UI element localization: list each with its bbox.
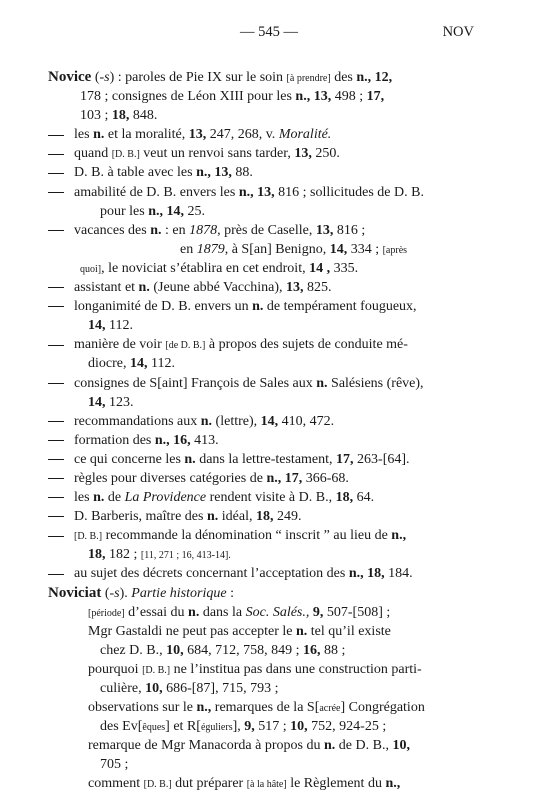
line-text: 848. bbox=[129, 108, 158, 124]
line-text: pour les bbox=[100, 203, 149, 219]
index-line bbox=[48, 603, 500, 622]
line-text: des bbox=[330, 70, 357, 85]
line-text: diocre, bbox=[88, 356, 130, 372]
line-text: [à la hâte] bbox=[246, 779, 287, 791]
line-text: tel qu’il existe bbox=[307, 623, 391, 639]
index-line bbox=[48, 584, 500, 603]
line-text: n., bbox=[266, 470, 282, 486]
line-text: 1878 bbox=[189, 222, 218, 238]
line-text: Moralité. bbox=[278, 127, 332, 143]
em-dash-marker bbox=[48, 564, 68, 583]
line-text: 184. bbox=[384, 566, 413, 582]
em-dash-marker bbox=[48, 221, 68, 240]
line-text: n. bbox=[184, 451, 196, 467]
line-text: culière, bbox=[100, 681, 146, 696]
em-dash-marker bbox=[48, 125, 68, 144]
line-text: 263-[64]. bbox=[353, 451, 410, 467]
index-line bbox=[48, 412, 500, 431]
em-dash-marker bbox=[48, 450, 68, 469]
line-text: n., bbox=[238, 184, 254, 200]
line-text: 686-[87], 715, 793 ; bbox=[162, 681, 279, 696]
line-text: de bbox=[104, 490, 125, 506]
line-text: remarques de la S[ bbox=[211, 700, 320, 716]
line-text: n. bbox=[206, 509, 219, 525]
line-text: 13, bbox=[286, 280, 304, 296]
line-text: observations sur le bbox=[88, 700, 197, 716]
line-text: n. bbox=[323, 738, 336, 754]
line-text: 14, bbox=[166, 203, 185, 219]
em-dash-marker bbox=[48, 278, 68, 297]
line-text: 816 ; sollicitudes de D. B. bbox=[274, 184, 424, 200]
line-text: ] et R[ bbox=[165, 719, 201, 735]
line-text: au sujet des décrets concernant l’acceptation des bbox=[74, 566, 349, 582]
line-text: 88. bbox=[231, 165, 253, 181]
line-text: de tempérament fougueux, bbox=[263, 299, 417, 315]
line-text: n. bbox=[295, 623, 308, 639]
line-text: Mgr Gastaldi ne peut pas accepter le bbox=[88, 623, 296, 639]
line-text: [à prendre] bbox=[286, 73, 331, 84]
line-text: La Providence bbox=[124, 490, 207, 506]
line-text: D. B. à table avec les bbox=[74, 165, 197, 181]
line-text: 816 ; bbox=[333, 222, 366, 238]
line-text: ne l’institua pas dans une construction parti- bbox=[170, 661, 422, 677]
em-dash-marker bbox=[48, 431, 68, 450]
line-text: n., bbox=[196, 165, 211, 181]
index-line bbox=[48, 564, 500, 583]
line-text: 10, bbox=[166, 642, 184, 658]
line-text: des Ev[ bbox=[100, 719, 143, 735]
index-line bbox=[48, 393, 500, 412]
line-text: ], bbox=[232, 719, 245, 735]
line-text: 825. bbox=[303, 280, 332, 296]
index-line bbox=[48, 221, 500, 240]
line-text: 10, bbox=[145, 681, 163, 696]
line-text: n., bbox=[295, 89, 311, 105]
line-text: 112. bbox=[147, 356, 175, 372]
line-text: Soc. Salés., bbox=[245, 604, 310, 620]
index-line bbox=[48, 259, 500, 278]
line-text: le Règlement du bbox=[286, 776, 386, 792]
index-line bbox=[48, 450, 500, 469]
line-text: ( bbox=[101, 585, 110, 601]
index-line bbox=[48, 755, 500, 774]
line-text: les bbox=[74, 490, 94, 506]
line-text: : en bbox=[161, 222, 190, 238]
line-text: [D. B.] bbox=[111, 149, 140, 161]
index-line bbox=[48, 87, 500, 106]
line-text: n., bbox=[391, 528, 407, 544]
line-text: longanimité de D. B. envers un bbox=[74, 299, 253, 315]
line-text: d’essai du bbox=[124, 604, 189, 620]
line-text: éguliers bbox=[200, 722, 233, 734]
index-line bbox=[48, 68, 500, 87]
line-text: 1879 bbox=[196, 241, 225, 257]
line-text: n., bbox=[356, 70, 372, 85]
line-text: en bbox=[180, 241, 197, 257]
line-text: n., bbox=[148, 203, 164, 219]
line-text: 13, bbox=[315, 222, 334, 238]
line-text: assistant et bbox=[74, 280, 139, 296]
line-text: remarque de Mgr Manacorda à propos du bbox=[88, 738, 324, 754]
index-line bbox=[48, 698, 500, 717]
line-text: de D. B., bbox=[335, 738, 393, 754]
line-text: 334 ; bbox=[347, 241, 383, 257]
line-text: [après bbox=[382, 244, 408, 256]
line-text: -s bbox=[109, 585, 120, 601]
index-line bbox=[48, 488, 500, 507]
line-text: pourquoi bbox=[88, 661, 143, 677]
line-text: 13, bbox=[313, 89, 332, 105]
line-text: ). bbox=[119, 585, 132, 601]
em-dash-marker bbox=[48, 297, 68, 316]
line-text: chez D. B., bbox=[100, 642, 167, 658]
line-text: veut un renvoi sans tarder, bbox=[139, 146, 295, 162]
line-text: règles pour diverses catégories de bbox=[74, 470, 267, 486]
line-text: dans la lettre-testament, bbox=[195, 451, 337, 467]
line-text: ) : paroles de Pie IX sur le soin bbox=[109, 70, 287, 85]
line-text: Partie historique bbox=[131, 585, 227, 601]
line-text: 498 ; bbox=[331, 89, 367, 105]
index-line bbox=[48, 354, 500, 373]
line-text: 178 ; consignes de Léon XIII pour les bbox=[80, 89, 296, 105]
line-text: [11, 271 ; 16, 413-14]. bbox=[140, 550, 231, 562]
line-text: 123. bbox=[105, 394, 134, 410]
line-text: 13, bbox=[188, 127, 207, 143]
line-text: 14, bbox=[88, 318, 106, 334]
line-text: 366-68. bbox=[302, 470, 349, 486]
em-dash-marker bbox=[48, 412, 68, 431]
line-text: : bbox=[226, 585, 234, 601]
index-line bbox=[48, 106, 500, 125]
line-text: n. bbox=[188, 604, 200, 620]
index-line bbox=[48, 335, 500, 354]
index-line bbox=[48, 717, 500, 736]
line-text: 18, bbox=[88, 547, 106, 563]
line-text: formation des bbox=[74, 432, 155, 448]
line-text: 17, bbox=[336, 451, 354, 467]
line-text: 249. bbox=[273, 509, 302, 525]
line-text: dut préparer bbox=[171, 776, 247, 792]
line-text: recommandations aux bbox=[74, 413, 201, 429]
line-text: , à S[an] Benigno, bbox=[224, 241, 330, 257]
line-text: Salésiens (rêve), bbox=[327, 375, 424, 391]
index-line bbox=[48, 526, 500, 545]
line-text: les bbox=[74, 127, 94, 143]
line-text: 684, 712, 758, 849 ; bbox=[183, 642, 303, 658]
line-text: et la moralité, bbox=[104, 127, 189, 143]
line-text: ce qui concerne les bbox=[74, 451, 185, 467]
line-text: 13, bbox=[214, 165, 232, 181]
line-text: 10, bbox=[290, 719, 308, 735]
em-dash-marker bbox=[48, 526, 68, 545]
line-text: 16, bbox=[302, 642, 321, 658]
line-text: [de D. B.] bbox=[165, 340, 206, 352]
em-dash-marker bbox=[48, 144, 68, 163]
line-text: 14, bbox=[329, 241, 348, 257]
index-line bbox=[48, 431, 500, 450]
index-line bbox=[48, 297, 500, 316]
line-text: comment bbox=[88, 776, 144, 792]
line-text: [D. B.] bbox=[142, 664, 171, 676]
em-dash-marker bbox=[48, 488, 68, 507]
line-text: rendent visite à D. B., bbox=[206, 490, 336, 506]
line-text: 13, bbox=[257, 184, 275, 200]
line-text: consignes de S[aint] François de Sales aux bbox=[74, 375, 317, 391]
index-line bbox=[48, 622, 500, 641]
line-text: 18, bbox=[367, 566, 385, 582]
line-text: 16, bbox=[173, 432, 191, 448]
line-text: 250. bbox=[311, 146, 340, 162]
line-text: 25. bbox=[184, 203, 206, 219]
line-text: 103 ; bbox=[80, 108, 112, 124]
line-text: n., bbox=[154, 432, 170, 448]
line-text: 13, bbox=[294, 146, 312, 162]
index-line bbox=[48, 545, 500, 564]
line-text: ( bbox=[91, 70, 100, 85]
index-line bbox=[48, 469, 500, 488]
line-text: 112. bbox=[105, 318, 133, 334]
index-line bbox=[48, 374, 500, 393]
em-dash-marker bbox=[48, 469, 68, 488]
line-text: amabilité de D. B. envers les bbox=[74, 184, 239, 200]
line-text: -s bbox=[99, 70, 110, 85]
index-line bbox=[48, 202, 500, 221]
line-text: 10, bbox=[392, 738, 410, 754]
line-text: idéal, bbox=[218, 509, 256, 525]
line-text: n., bbox=[196, 700, 212, 716]
line-text: à propos des sujets de conduite mé- bbox=[205, 337, 408, 353]
line-text: manière de voir bbox=[74, 337, 166, 353]
line-text: n., bbox=[348, 566, 364, 582]
line-text: quand bbox=[74, 146, 112, 162]
em-dash-marker bbox=[48, 335, 68, 354]
line-text: 14, bbox=[88, 394, 106, 410]
em-dash-marker bbox=[48, 374, 68, 393]
line-text: 17, bbox=[284, 470, 303, 486]
line-text: ] Congrégation bbox=[340, 700, 425, 716]
line-text: 182 ; bbox=[105, 547, 141, 563]
line-text: (Jeune abbé Vacchina), bbox=[149, 280, 287, 296]
line-text: 18, bbox=[335, 490, 354, 506]
line-text: 335. bbox=[330, 260, 359, 276]
index-line bbox=[48, 125, 500, 144]
index-line bbox=[48, 240, 500, 259]
line-text: (lettre), bbox=[212, 413, 261, 429]
line-text: n. bbox=[316, 375, 328, 391]
line-text: n., bbox=[385, 776, 401, 792]
line-text: 18, bbox=[111, 108, 130, 124]
em-dash-marker bbox=[48, 183, 68, 202]
line-text: 752, 924-25 ; bbox=[307, 719, 387, 735]
line-text: 410, 472. bbox=[278, 413, 335, 429]
line-text: 413. bbox=[190, 432, 219, 448]
line-text: 18, bbox=[255, 509, 274, 525]
line-text: 14, bbox=[260, 413, 279, 429]
line-text: n. bbox=[150, 222, 162, 238]
em-dash-marker bbox=[48, 507, 68, 526]
index-line bbox=[48, 641, 500, 660]
line-text: 9, bbox=[312, 604, 324, 620]
line-text: vacances des bbox=[74, 222, 151, 238]
line-text: Noviciat bbox=[48, 584, 102, 601]
line-text: 705 ; bbox=[100, 757, 129, 773]
line-text: 17, bbox=[366, 89, 385, 105]
index-line bbox=[48, 736, 500, 755]
index-line bbox=[48, 507, 500, 526]
line-text: dans la bbox=[199, 604, 246, 620]
line-text: [D. B.] bbox=[74, 531, 103, 543]
line-text: [période] bbox=[88, 607, 125, 619]
line-text: 507-[508] ; bbox=[323, 604, 391, 620]
line-text: 64. bbox=[353, 490, 375, 506]
index-line bbox=[48, 316, 500, 335]
line-text: 88 ; bbox=[320, 642, 346, 658]
index-entries bbox=[48, 68, 500, 794]
index-line bbox=[48, 183, 500, 202]
line-text: quoi] bbox=[80, 263, 102, 275]
line-text: 12, bbox=[374, 70, 393, 85]
index-line bbox=[48, 144, 500, 163]
line-text: 14, bbox=[129, 356, 148, 372]
line-text: 247, 268, v. bbox=[206, 127, 279, 143]
line-text: , près de Caselle, bbox=[217, 222, 316, 238]
index-line bbox=[48, 163, 500, 182]
line-text: D. Barberis, maître des bbox=[74, 509, 207, 525]
index-line bbox=[48, 660, 500, 679]
index-line bbox=[48, 278, 500, 297]
line-text: 9, bbox=[244, 719, 255, 735]
index-line bbox=[48, 679, 500, 698]
line-text: [D. B.] bbox=[143, 779, 172, 791]
line-text: 517 ; bbox=[254, 719, 291, 735]
line-text: n. bbox=[138, 280, 150, 296]
page-number: — 545 — bbox=[240, 24, 298, 40]
line-text: acrée bbox=[319, 703, 341, 715]
line-text: n. bbox=[93, 490, 105, 506]
line-text: recommande la dénomination “ inscrit ” au lieu de bbox=[102, 528, 392, 544]
line-text: 14 , bbox=[309, 260, 331, 276]
line-text: n. bbox=[252, 299, 264, 315]
running-head: NOV bbox=[442, 24, 474, 40]
line-text: Novice bbox=[48, 69, 92, 85]
line-text: n. bbox=[93, 127, 105, 143]
em-dash-marker bbox=[48, 163, 68, 182]
line-text: êques bbox=[142, 722, 166, 734]
line-text: n. bbox=[200, 413, 213, 429]
line-text: , le noviciat s’établira en cet endroit, bbox=[101, 260, 310, 276]
